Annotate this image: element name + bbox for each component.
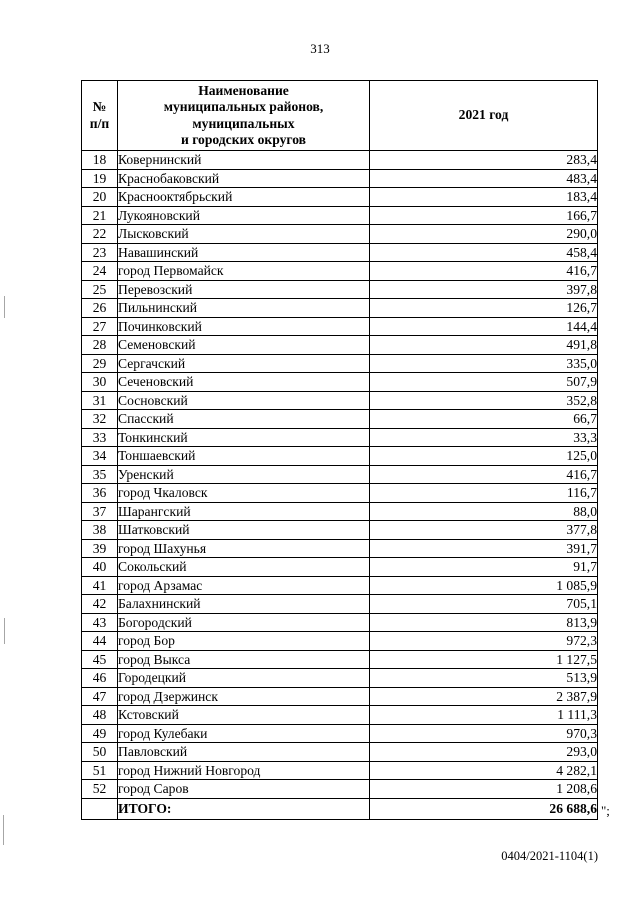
header-name-line: муниципальных (192, 115, 295, 131)
row-number: 28 (82, 336, 118, 355)
header-num-line: № (92, 99, 107, 114)
row-value: 91,7 (370, 558, 598, 577)
row-name: город Кулебаки (118, 724, 370, 743)
row-name: город Чкаловск (118, 484, 370, 503)
row-number: 47 (82, 687, 118, 706)
row-name: Тоншаевский (118, 447, 370, 466)
row-name: Семеновский (118, 336, 370, 355)
row-name: город Шахунья (118, 539, 370, 558)
row-number: 38 (82, 521, 118, 540)
table-row (82, 761, 598, 780)
row-value: 458,4 (370, 243, 598, 262)
row-name: город Арзамас (118, 576, 370, 595)
row-value: 290,0 (370, 225, 598, 244)
row-value: 352,8 (370, 391, 598, 410)
table-row (82, 521, 598, 540)
row-value: 491,8 (370, 336, 598, 355)
total-label: ИТОГО: (118, 798, 370, 819)
row-number: 20 (82, 188, 118, 207)
header-num (82, 81, 118, 151)
row-name: Лукояновский (118, 206, 370, 225)
row-number: 43 (82, 613, 118, 632)
row-number: 52 (82, 780, 118, 799)
row-value: 513,9 (370, 669, 598, 688)
table-row (82, 410, 598, 429)
table-row (82, 539, 598, 558)
table-row (82, 151, 598, 170)
row-number: 50 (82, 743, 118, 762)
row-number: 42 (82, 595, 118, 614)
row-value: 144,4 (370, 317, 598, 336)
row-name: город Выкса (118, 650, 370, 669)
row-value: 125,0 (370, 447, 598, 466)
row-number: 23 (82, 243, 118, 262)
row-name: Перевозский (118, 280, 370, 299)
row-value: 970,3 (370, 724, 598, 743)
row-number: 44 (82, 632, 118, 651)
table-row (82, 243, 598, 262)
row-name: город Бор (118, 632, 370, 651)
row-name: Сеченовский (118, 373, 370, 392)
table-row (82, 317, 598, 336)
scan-mark (4, 618, 5, 644)
row-name: Богородский (118, 613, 370, 632)
table-row (82, 502, 598, 521)
row-number: 51 (82, 761, 118, 780)
data-table (81, 80, 598, 820)
closing-quote-mark: "; (601, 803, 610, 818)
table-row (82, 428, 598, 447)
document-code: 0404/2021-1104(1) (501, 849, 598, 863)
row-name: Сергачский (118, 354, 370, 373)
row-name: Сокольский (118, 558, 370, 577)
row-number: 41 (82, 576, 118, 595)
table-row (82, 650, 598, 669)
row-name: Тонкинский (118, 428, 370, 447)
table-row (82, 780, 598, 799)
row-number: 29 (82, 354, 118, 373)
page-number: 313 (310, 41, 330, 56)
row-value: 391,7 (370, 539, 598, 558)
table-row (82, 465, 598, 484)
row-name: Починковский (118, 317, 370, 336)
row-number: 18 (82, 151, 118, 170)
row-value: 33,3 (370, 428, 598, 447)
table-row (82, 595, 598, 614)
row-number: 40 (82, 558, 118, 577)
row-value: 166,7 (370, 206, 598, 225)
row-name: Спасский (118, 410, 370, 429)
row-name: город Первомайск (118, 262, 370, 281)
header-row (82, 81, 598, 151)
row-name: Навашинский (118, 243, 370, 262)
row-number: 33 (82, 428, 118, 447)
row-value: 813,9 (370, 613, 598, 632)
row-name: Балахнинский (118, 595, 370, 614)
header-name-line: Наименование (198, 82, 289, 98)
row-value: 705,1 (370, 595, 598, 614)
row-number: 31 (82, 391, 118, 410)
row-number: 46 (82, 669, 118, 688)
row-value: 416,7 (370, 465, 598, 484)
table-row (82, 447, 598, 466)
header-num-line: п/п (89, 115, 110, 131)
table-body (82, 151, 598, 799)
row-value: 972,3 (370, 632, 598, 651)
row-number: 27 (82, 317, 118, 336)
total-num-cell (82, 798, 118, 819)
row-value: 116,7 (370, 484, 598, 503)
row-name: Сосновский (118, 391, 370, 410)
header-value: 2021 год (370, 81, 598, 151)
row-value: 397,8 (370, 280, 598, 299)
table-row (82, 391, 598, 410)
row-number: 19 (82, 169, 118, 188)
row-name: город Нижний Новгород (118, 761, 370, 780)
row-name: Лысковский (118, 225, 370, 244)
row-name: город Дзержинск (118, 687, 370, 706)
table-row (82, 743, 598, 762)
row-number: 34 (82, 447, 118, 466)
row-value: 1 208,6 (370, 780, 598, 799)
row-number: 26 (82, 299, 118, 318)
row-number: 35 (82, 465, 118, 484)
row-name: Городецкий (118, 669, 370, 688)
row-value: 293,0 (370, 743, 598, 762)
table-row (82, 558, 598, 577)
table-row (82, 188, 598, 207)
row-name: Шатковский (118, 521, 370, 540)
row-name: Краснооктябрьский (118, 188, 370, 207)
row-value: 507,9 (370, 373, 598, 392)
row-number: 24 (82, 262, 118, 281)
table-row (82, 262, 598, 281)
table-row (82, 336, 598, 355)
table-row (82, 280, 598, 299)
row-value: 483,4 (370, 169, 598, 188)
table-row (82, 225, 598, 244)
row-number: 48 (82, 706, 118, 725)
total-value: 26 688,6 (370, 798, 598, 819)
scan-mark (3, 815, 4, 845)
row-name: Пильнинский (118, 299, 370, 318)
table-row (82, 206, 598, 225)
row-number: 49 (82, 724, 118, 743)
row-value: 2 387,9 (370, 687, 598, 706)
row-value: 416,7 (370, 262, 598, 281)
row-number: 37 (82, 502, 118, 521)
header-name-line: муниципальных районов, (163, 99, 324, 114)
row-number: 39 (82, 539, 118, 558)
table-row (82, 373, 598, 392)
row-value: 377,8 (370, 521, 598, 540)
table-row (82, 169, 598, 188)
row-value: 1 127,5 (370, 650, 598, 669)
row-number: 32 (82, 410, 118, 429)
row-name: Шарангский (118, 502, 370, 521)
table-row (82, 354, 598, 373)
row-value: 126,7 (370, 299, 598, 318)
scan-mark (4, 296, 5, 318)
row-value: 335,0 (370, 354, 598, 373)
table-row (82, 669, 598, 688)
table-row (82, 484, 598, 503)
row-name: Павловский (118, 743, 370, 762)
table-row (82, 299, 598, 318)
row-name: Кстовский (118, 706, 370, 725)
row-name: город Саров (118, 780, 370, 799)
row-value: 1 111,3 (370, 706, 598, 725)
row-number: 22 (82, 225, 118, 244)
row-number: 21 (82, 206, 118, 225)
row-value: 183,4 (370, 188, 598, 207)
header-name-line: и городских округов (180, 132, 307, 147)
table-row (82, 724, 598, 743)
row-name: Ковернинский (118, 151, 370, 170)
table-row (82, 613, 598, 632)
table-row (82, 687, 598, 706)
row-value: 4 282,1 (370, 761, 598, 780)
header-name (118, 81, 370, 151)
row-number: 45 (82, 650, 118, 669)
table-row (82, 706, 598, 725)
row-number: 36 (82, 484, 118, 503)
row-value: 283,4 (370, 151, 598, 170)
total-row (82, 798, 598, 819)
table-row (82, 632, 598, 651)
row-number: 30 (82, 373, 118, 392)
table-row (82, 576, 598, 595)
row-value: 88,0 (370, 502, 598, 521)
row-number: 25 (82, 280, 118, 299)
row-name: Краснобаковский (118, 169, 370, 188)
row-name: Уренский (118, 465, 370, 484)
row-value: 66,7 (370, 410, 598, 429)
row-value: 1 085,9 (370, 576, 598, 595)
